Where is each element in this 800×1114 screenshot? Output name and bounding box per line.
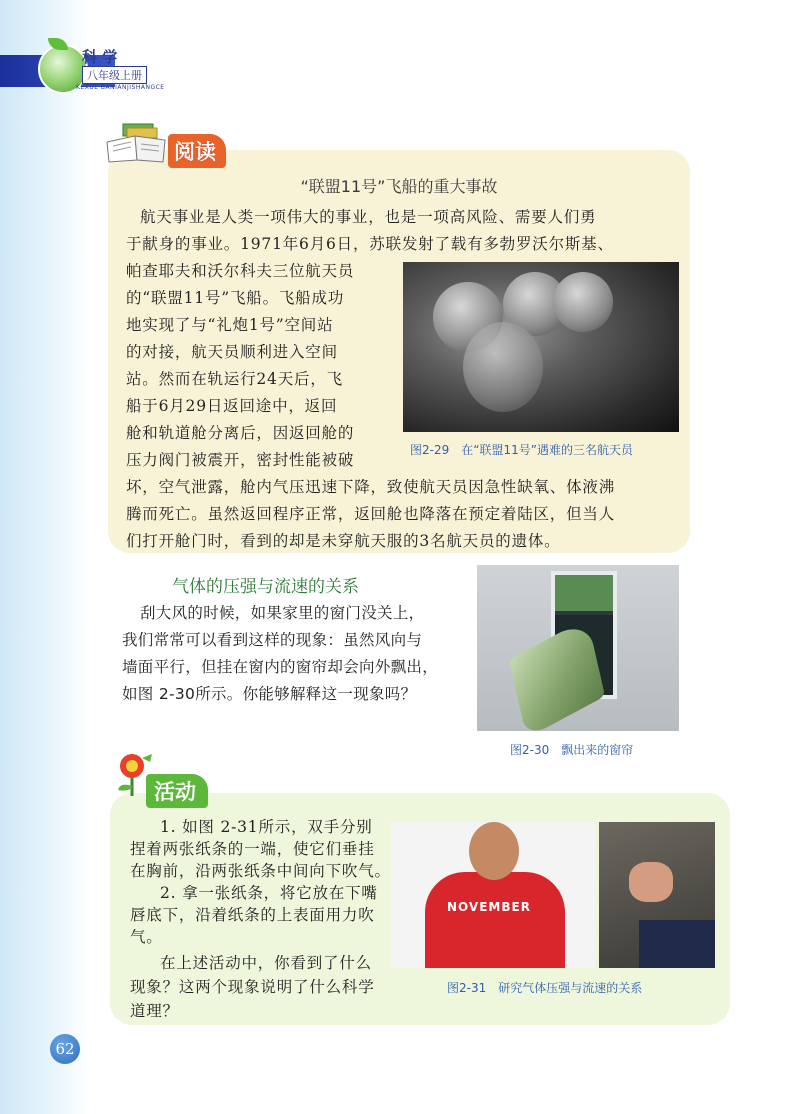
activity-label: 活动 bbox=[146, 774, 208, 808]
shirt-text: NOVEMBER bbox=[447, 900, 531, 914]
activity-line: 捏着两张纸条的一端，使它们垂挂 bbox=[130, 840, 375, 858]
reading-line: 们打开舱门时，看到的却是未穿航天服的3名航天员的遗体。 bbox=[126, 532, 561, 550]
activity-line: 2. 拿一张纸条，将它放在下嘴 bbox=[160, 884, 378, 902]
article-title: “联盟11号”飞船的重大事故 bbox=[300, 177, 498, 196]
reading-line: 船于6月29日返回途中，返回 bbox=[126, 397, 338, 415]
reading-label: 阅读 bbox=[168, 134, 226, 168]
pressure-line: 如图 2-30所示。你能够解释这一现象吗？ bbox=[122, 685, 417, 703]
book-pinyin: KEXUE BANIANJISHANGCE bbox=[76, 84, 165, 91]
section-title: 气体的压强与流速的关系 bbox=[172, 577, 359, 597]
cosmonauts-photo bbox=[403, 262, 679, 432]
reading-line: 的对接，航天员顺利进入空间 bbox=[126, 343, 338, 361]
reading-line: 地实现了与“礼炮1号”空间站 bbox=[126, 316, 334, 334]
open-book-icon bbox=[105, 122, 169, 164]
blowing-paper-photo bbox=[391, 822, 595, 968]
page-side-gradient bbox=[0, 0, 90, 1114]
curtain-photo bbox=[477, 565, 679, 731]
activity-line: 唇底下，沿着纸条的上表面用力吹 bbox=[130, 906, 375, 924]
activity-line: 气。 bbox=[130, 928, 163, 946]
activity-line: 在胸前，沿两张纸条中间向下吹气。 bbox=[130, 862, 391, 880]
reading-line: 站。然而在轨运行24天后，飞 bbox=[126, 370, 343, 388]
activity-line: 道理？ bbox=[130, 1002, 179, 1020]
pressure-line: 墙面平行，但挂在窗内的窗帘却会向外飘出， bbox=[122, 658, 439, 676]
figure-2-31-caption: 图2-31 研究气体压强与流速的关系 bbox=[447, 981, 643, 995]
reading-line: 航天事业是人类一项伟大的事业，也是一项高风险、需要人们勇 bbox=[140, 208, 597, 226]
activity-line: 现象？这两个现象说明了什么科学 bbox=[130, 978, 375, 996]
pressure-line: 我们常常可以看到这样的现象：虽然风向与 bbox=[122, 631, 423, 649]
paper-strip-photo bbox=[599, 822, 715, 968]
reading-line: 于献身的事业。1971年6月6日，苏联发射了载有多勃罗沃尔斯基、 bbox=[126, 235, 614, 253]
figure-2-29-caption: 图2-29 在“联盟11号”遇难的三名航天员 bbox=[410, 443, 633, 457]
reading-line: 压力阀门被震开，密封性能被破 bbox=[126, 451, 355, 469]
reading-line: 坏，空气泄露，舱内气压迅速下降，致使航天员因急性缺氧、体液沸 bbox=[126, 478, 616, 496]
reading-line: 的“联盟11号”飞船。飞船成功 bbox=[126, 289, 345, 307]
book-title: 科 学 bbox=[82, 48, 118, 66]
figure-2-30-caption: 图2-30 飘出来的窗帘 bbox=[510, 743, 634, 757]
reading-line: 舱和轨道舱分离后，因返回舱的 bbox=[126, 424, 355, 442]
reading-line: 帕查耶夫和沃尔科夫三位航天员 bbox=[126, 262, 355, 280]
activity-line: 在上述活动中，你看到了什么 bbox=[160, 954, 372, 972]
activity-line: 1. 如图 2-31所示，双手分别 bbox=[160, 818, 373, 836]
book-subtitle: 八年级上册 bbox=[82, 66, 147, 84]
reading-line: 腾而死亡。虽然返回程序正常，返回舱也降落在预定着陆区，但当人 bbox=[126, 505, 616, 523]
pressure-line: 刮大风的时候，如果家里的窗门没关上， bbox=[140, 604, 425, 622]
page-number: 62 bbox=[50, 1034, 80, 1064]
